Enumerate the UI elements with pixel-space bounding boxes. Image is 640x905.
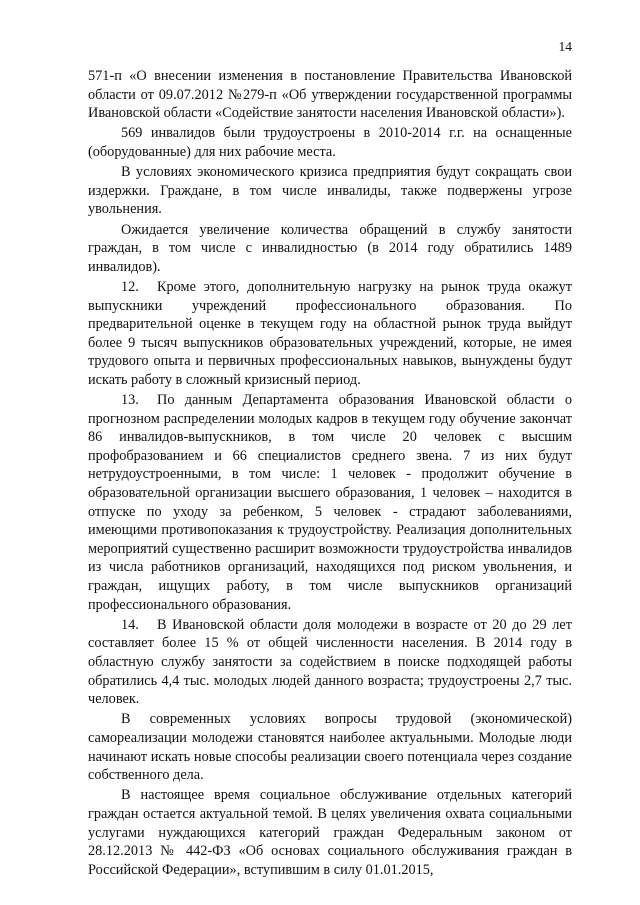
body-text <box>88 67 572 881</box>
paragraph-text: В современных условиях вопросы трудовой (экономической) самореализации молодежи становятся наиболее актуальными. Молодые люди начинают искать новые способы реализации своего потенциала через создание собственного дела. <box>88 711 572 784</box>
paragraph-number: 12. <box>121 278 139 295</box>
paragraph-text: В условиях экономического кризиса предприятия будут сокращать свои издержки. Граждане, в том числе инвалиды, также подвержены угрозе увольнения. <box>88 164 572 218</box>
paragraph <box>88 163 572 219</box>
paragraph-text: 569 инвалидов были трудоустроены в 2010-2014 г.г. на оснащенные (оборудованные) для них рабочие места. <box>88 125 572 160</box>
paragraph <box>88 67 572 123</box>
paragraph-text: Кроме этого, дополнительную нагрузку на рынок труда окажут выпускники учреждений профессионального образования. По предварительной оценке в текущем году на областной рынок труда выйдут более 9 тысяч выпускников образовательных учреждений, которые, не имея трудового опыта и первичных профессиональных навыков, вынуждены будут искать работу в сложный кризисный период. <box>88 278 572 388</box>
paragraph <box>88 710 572 784</box>
numbered-paragraph <box>88 278 572 390</box>
paragraph <box>88 221 572 277</box>
paragraph-text: По данным Департамента образования Ивановской области о прогнозном распределении молодых кадров в текущем году обучение закончат 86 инвалидов-выпускников, в том числе 20 человек с высшим профобразованием и 66 специалистов среднего звена. 7 из них будут нетрудоустроенными, в том числе: 1 человек - продолжит обучение в образовательной организации высшего образования, 1 человек – находится в отпуске по уходу за ребенком, 5 человек - страдают заболеваниями, имеющими противопоказания к трудоустройству. Реализация дополнительных мероприятий существенно расширит возможности трудоустройства инвалидов из числа работников организаций, находящихся под риском увольнения, и граждан, ищущих работу, в том числе выпускников организаций профессионального образования. <box>88 392 572 613</box>
paragraph-text: Ожидается увеличение количества обращений в службу занятости граждан, в том числе с инвалидностью (в 2014 году обратились 1489 инвалидов). <box>88 221 572 275</box>
paragraph-text: В настоящее время социальное обслуживание отдельных категорий граждан остается актуальной темой. В целях увеличения охвата социальными услугами нуждающихся категорий граждан Федеральным законом от 28.12.2013 № 442-ФЗ «Об основах социального обслуживания граждан в Российской Федерации», вступившим в силу 01.01.2015, <box>88 787 572 878</box>
numbered-paragraph <box>88 391 572 614</box>
paragraph <box>88 124 572 161</box>
paragraph-text: 571-п «О внесении изменения в постановление Правительства Ивановской области от 09.07.2012 №279-п «Об утверждении государственной программы Ивановской области «Содействие занятости населения Ивановской области»). <box>88 68 572 122</box>
numbered-paragraph <box>88 616 572 709</box>
paragraph-text: В Ивановской области доля молодежи в возрасте от 20 до 29 лет составляет более 15 % от общей численности населения. В 2014 году в областную службу занятости за содействием в поиске подходящей работы обратились 4,4 тыс. молодых людей данного возраста; трудоустроены 2,7 тыс. человек. <box>88 616 572 708</box>
paragraph-number: 13. <box>121 392 139 409</box>
paragraph-number: 14. <box>121 616 139 633</box>
paragraph <box>88 786 572 879</box>
page-number: 14 <box>558 39 572 54</box>
